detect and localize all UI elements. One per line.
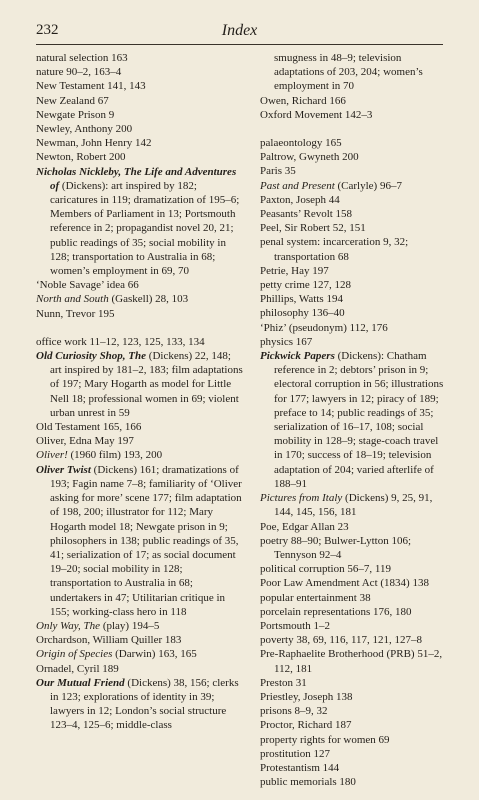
index-entry-text: Nunn, Trevor 195 — [36, 307, 115, 320]
index-entry-title: Pickwick Papers — [260, 350, 335, 363]
index-entry-text: Priestley, Joseph 138 — [260, 690, 353, 703]
index-entry-text: Paltrow, Gwyneth 200 — [260, 151, 359, 164]
index-entry-text: Newley, Anthony 200 — [36, 123, 133, 136]
index-entry — [260, 761, 448, 775]
index-entry-text: natural selection 163 — [36, 52, 128, 64]
index-entry — [260, 349, 448, 491]
index-entry-text: physics 167 — [260, 335, 313, 348]
index-entry — [36, 676, 244, 733]
index-entry — [260, 207, 448, 221]
index-entry-text: (Dickens): art inspired by 182; caricatures in 119; dramatization of 195–6; Members of Parliament in 13; Portsmouth reference in 2; propagandist novel 20, 21; public readings of 35; social mobility in 128; transportation to Australia in 68; women’s employment in 69, 70 — [50, 179, 240, 278]
index-entry-text: New Testament 141, 143 — [36, 80, 146, 93]
index-entry — [36, 278, 244, 292]
header-rule — [36, 44, 443, 45]
index-entry — [260, 164, 448, 178]
index-entry-title: Nicholas Nickleby, The Life and Adventures of — [36, 165, 237, 192]
index-entry-text: (Dickens) 161; dramatizations of 193; Fagin name 7–8; familiarity of ‘Oliver asking for more’ scene 177; film adaptation of 198, 200; illustrator for 112; Mary Hogarth model 18; Newgate prison in 9; philosophers in 138; public readings of 35, 41; serialization of 17; as social document 19–20; social mobility in 128; transportation to Australia in 68; undertakers in 47; Utilitarian critique in 155; working-class hero in 118 — [50, 463, 242, 618]
index-entry-text: Orchardson, William Quiller 183 — [36, 634, 182, 647]
index-entry — [260, 647, 448, 675]
index-entry-text: philosophy 136–40 — [260, 307, 345, 320]
index-entry — [260, 321, 448, 335]
index-entry — [36, 65, 244, 79]
index-entry-text: (Dickens) 38, 156; clerks in 123; explorations of identity in 39; lawyers in 12; London’s social structure 123–4, 125–6; middle-class — [50, 676, 239, 732]
index-entry-text: Old Testament 165, 166 — [36, 421, 142, 434]
index-entry — [36, 662, 244, 676]
index-entry-text: political corruption 56–7, 119 — [260, 563, 391, 576]
index-entry — [36, 136, 244, 150]
index-entry — [36, 79, 244, 93]
index-entry — [260, 619, 448, 633]
index-entry — [36, 633, 244, 647]
index-entry — [36, 349, 244, 420]
index-entry — [260, 335, 448, 349]
index-entry-text: office work 11–12, 123, 125, 133, 134 — [36, 335, 205, 348]
index-entry — [260, 94, 448, 108]
index-entry — [260, 278, 448, 292]
index-entry-text: petty crime 127, 128 — [260, 279, 352, 292]
index-entry-text: prisons 8–9, 32 — [260, 705, 328, 718]
index-entry-title: Past and Present — [260, 179, 335, 192]
letter-group-gap — [36, 321, 244, 335]
index-entry-text: Pre-Raphaelite Brotherhood (PRB) 51–2, 112, 181 — [260, 648, 443, 675]
index-entry-text: (Dickens): Chatham reference in 2; debtors’ prison in 9; electoral corruption in 56; illustrations for 177; lawyers in 12; piracy of 189; preface to 14; public readings of 35; serialization of 16–17, 108; social mobility in 128–9; stage-coach travel in 170; success of 18–19; television adaptation of 204; varied afterlife of 188–91 — [274, 350, 444, 490]
index-entry — [36, 463, 244, 619]
index-entry-text: porcelain representations 176, 180 — [260, 605, 412, 618]
index-entry-text: Newton, Robert 200 — [36, 151, 126, 164]
index-entry — [36, 94, 244, 108]
index-entry-title: Oliver! — [36, 449, 68, 462]
index-entry — [260, 193, 448, 207]
index-entry-text: smugness in 48–9; television adaptations of 203, 204; women’s employment in 70 — [274, 52, 423, 93]
index-entry-text: Peel, Sir Robert 52, 151 — [260, 222, 366, 235]
index-entry — [260, 775, 448, 789]
index-entry-text: popular entertainment 38 — [260, 591, 371, 604]
index-entry — [36, 307, 244, 321]
index-entry — [260, 747, 448, 761]
page-header — [36, 22, 443, 42]
index-entry-title: North and South — [36, 293, 109, 306]
index-entry-title: Pictures from Italy — [260, 492, 343, 505]
index-entry-text: Newgate Prison 9 — [36, 108, 115, 121]
index-entry-text: (1960 film) 193, 200 — [67, 449, 163, 462]
index-entry-text: poetry 88–90; Bulwer-Lytton 106; Tennyson 92–4 — [260, 534, 412, 561]
index-entry-text: poverty 38, 69, 116, 117, 121, 127–8 — [260, 634, 423, 647]
index-entry-title: Only Way, The — [36, 619, 101, 632]
index-entry — [260, 704, 448, 718]
index-entry — [260, 179, 448, 193]
index-entry — [36, 647, 244, 661]
index-entry — [260, 264, 448, 278]
index-entry — [36, 420, 244, 434]
index-entry-text: Peasants’ Revolt 158 — [260, 208, 353, 221]
page-number: 232 — [36, 22, 59, 38]
index-entry — [36, 292, 244, 306]
index-entry-text: Portsmouth 1–2 — [260, 619, 330, 632]
index-entry — [260, 306, 448, 320]
index-entry — [36, 434, 244, 448]
index-entry — [260, 491, 448, 519]
index-entry-text: penal system: incarceration 9, 32; transportation 68 — [260, 236, 409, 263]
index-entry-text: Phillips, Watts 194 — [260, 293, 343, 306]
index-entry — [36, 448, 244, 462]
index-entry — [260, 733, 448, 747]
index-entry-text: ‘Phiz’ (pseudonym) 112, 176 — [260, 321, 388, 334]
index-entry-title: Origin of Species — [36, 648, 113, 661]
index-entry — [260, 520, 448, 534]
index-entry-title: Old Curiosity Shop, The — [36, 350, 147, 363]
index-entry-text: palaeontology 165 — [260, 137, 342, 150]
index-entry-title: Oliver Twist — [36, 463, 91, 476]
index-entry — [36, 165, 244, 279]
index-entry — [36, 150, 244, 164]
index-entry-text: Proctor, Richard 187 — [260, 719, 352, 732]
index-entry-text: property rights for women 69 — [260, 733, 390, 746]
index-entry-text: Preston 31 — [260, 676, 307, 689]
index-entry-text: (Dickens) 22, 148; art inspired by 181–2, 183; film adaptations of 197; Mary Hogarth as model for Little Nell 18; professional women in 69; violent urban unrest in 59 — [50, 350, 243, 419]
index-entry-text: Petrie, Hay 197 — [260, 264, 329, 277]
index-entry — [36, 619, 244, 633]
index-entry-text: Ornadel, Cyril 189 — [36, 662, 119, 675]
index-entry-text: (Darwin) 163, 165 — [112, 648, 197, 661]
index-entry-text: Newman, John Henry 142 — [36, 137, 152, 150]
index-entry — [260, 534, 448, 562]
index-entry-text: public memorials 180 — [260, 776, 356, 789]
index-column-left — [36, 51, 244, 733]
index-entry — [260, 150, 448, 164]
index-entry-text: Oxford Movement 142–3 — [260, 108, 373, 121]
index-entry — [260, 676, 448, 690]
index-entry — [36, 108, 244, 122]
index-entry-text: (Gaskell) 28, 103 — [108, 293, 189, 306]
index-entry — [260, 633, 448, 647]
letter-group-gap — [260, 122, 448, 136]
index-entry-text: (Carlyle) 96–7 — [334, 179, 402, 192]
index-entry — [260, 562, 448, 576]
index-entry — [260, 235, 448, 263]
index-entry — [260, 718, 448, 732]
index-entry-text: Poe, Edgar Allan 23 — [260, 520, 349, 533]
index-entry-text: Protestantism 144 — [260, 761, 340, 774]
index-entry-text: Owen, Richard 166 — [260, 94, 346, 107]
index-entry-text: (Dickens) 9, 25, 91, 144, 145, 156, 181 — [274, 492, 433, 519]
index-entry — [260, 576, 448, 590]
running-head: Index — [221, 22, 258, 39]
index-entry — [36, 122, 244, 136]
index-entry-text: Oliver, Edna May 197 — [36, 435, 134, 448]
index-entry — [260, 136, 448, 150]
index-entry-text: Poor Law Amendment Act (1834) 138 — [260, 577, 429, 590]
index-column-right — [260, 51, 448, 789]
index-entry — [260, 221, 448, 235]
index-entry-title: Our Mutual Friend — [36, 676, 125, 689]
index-entry-text: New Zealand 67 — [36, 94, 109, 107]
index-entry-continued — [260, 51, 448, 94]
index-entry-text: ‘Noble Savage’ idea 66 — [36, 279, 139, 292]
index-entry — [260, 591, 448, 605]
index-entry-text: nature 90–2, 163–4 — [36, 66, 122, 79]
index-entry — [260, 605, 448, 619]
index-entry-text: (play) 194–5 — [100, 619, 160, 632]
index-entry — [260, 292, 448, 306]
index-entry-text: Paxton, Joseph 44 — [260, 193, 340, 206]
index-entry — [36, 335, 244, 349]
index-entry-text: prostitution 127 — [260, 747, 330, 760]
index-entry — [36, 51, 244, 65]
index-entry — [260, 108, 448, 122]
index-entry-text: Paris 35 — [260, 165, 296, 178]
index-entry — [260, 690, 448, 704]
